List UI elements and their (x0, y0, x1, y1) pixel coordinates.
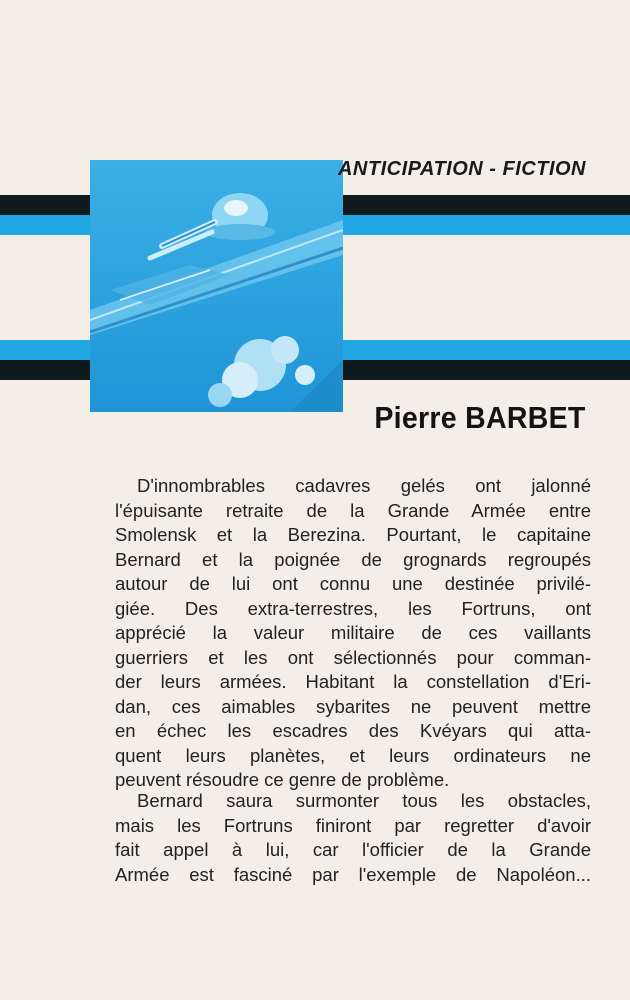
text-line: giée. Des extra-terrestres, les Fortruns, ont (115, 597, 591, 619)
text-line: peuvent résoudre ce genre de problème. (115, 769, 450, 790)
text-line: mais les Fortruns finiront par regretter d'avoir (115, 814, 591, 836)
text-line: autour de lui ont connu une destinée privilé- (115, 573, 591, 594)
series-title: ANTICIPATION - FICTION (337, 158, 586, 180)
text-line: guerriers et les ont sélectionnés pour comman- (115, 646, 591, 668)
text-line: en échec les escadres des Kvéyars qui atta- (115, 720, 591, 741)
blurb-paragraph-2 (115, 789, 591, 887)
text-line: fait appel à lui, car l'officier de la Grande (115, 839, 591, 860)
text-line: quent leurs planètes, et leurs ordinateurs ne (115, 744, 591, 766)
text-line: Bernard saura surmonter tous les obstacles, (137, 790, 591, 811)
text-line: Bernard et la poignée de grognards regroupés (115, 548, 591, 570)
text-line: Smolensk et la Berezina. Pourtant, le capitaine (115, 524, 591, 545)
text-line: D'innombrables cadavres gelés ont jalonné (137, 475, 591, 496)
text-line: l'épuisante retraite de la Grande Armée entre (115, 499, 591, 521)
text-line: dan, ces aimables sybarites ne peuvent mettre (115, 695, 591, 717)
text-line: der leurs armées. Habitant la constellation d'Eri- (115, 671, 591, 692)
spaceship-illustration-icon (90, 160, 343, 412)
text-line: apprécié la valeur militaire de ces vaillants (115, 622, 591, 643)
blurb-paragraph-1 (115, 474, 591, 793)
author-name: Pierre BARBET (374, 400, 586, 435)
cover-illustration (90, 160, 343, 412)
text-line: Armée est fasciné par l'exemple de Napoléon... (115, 863, 591, 885)
